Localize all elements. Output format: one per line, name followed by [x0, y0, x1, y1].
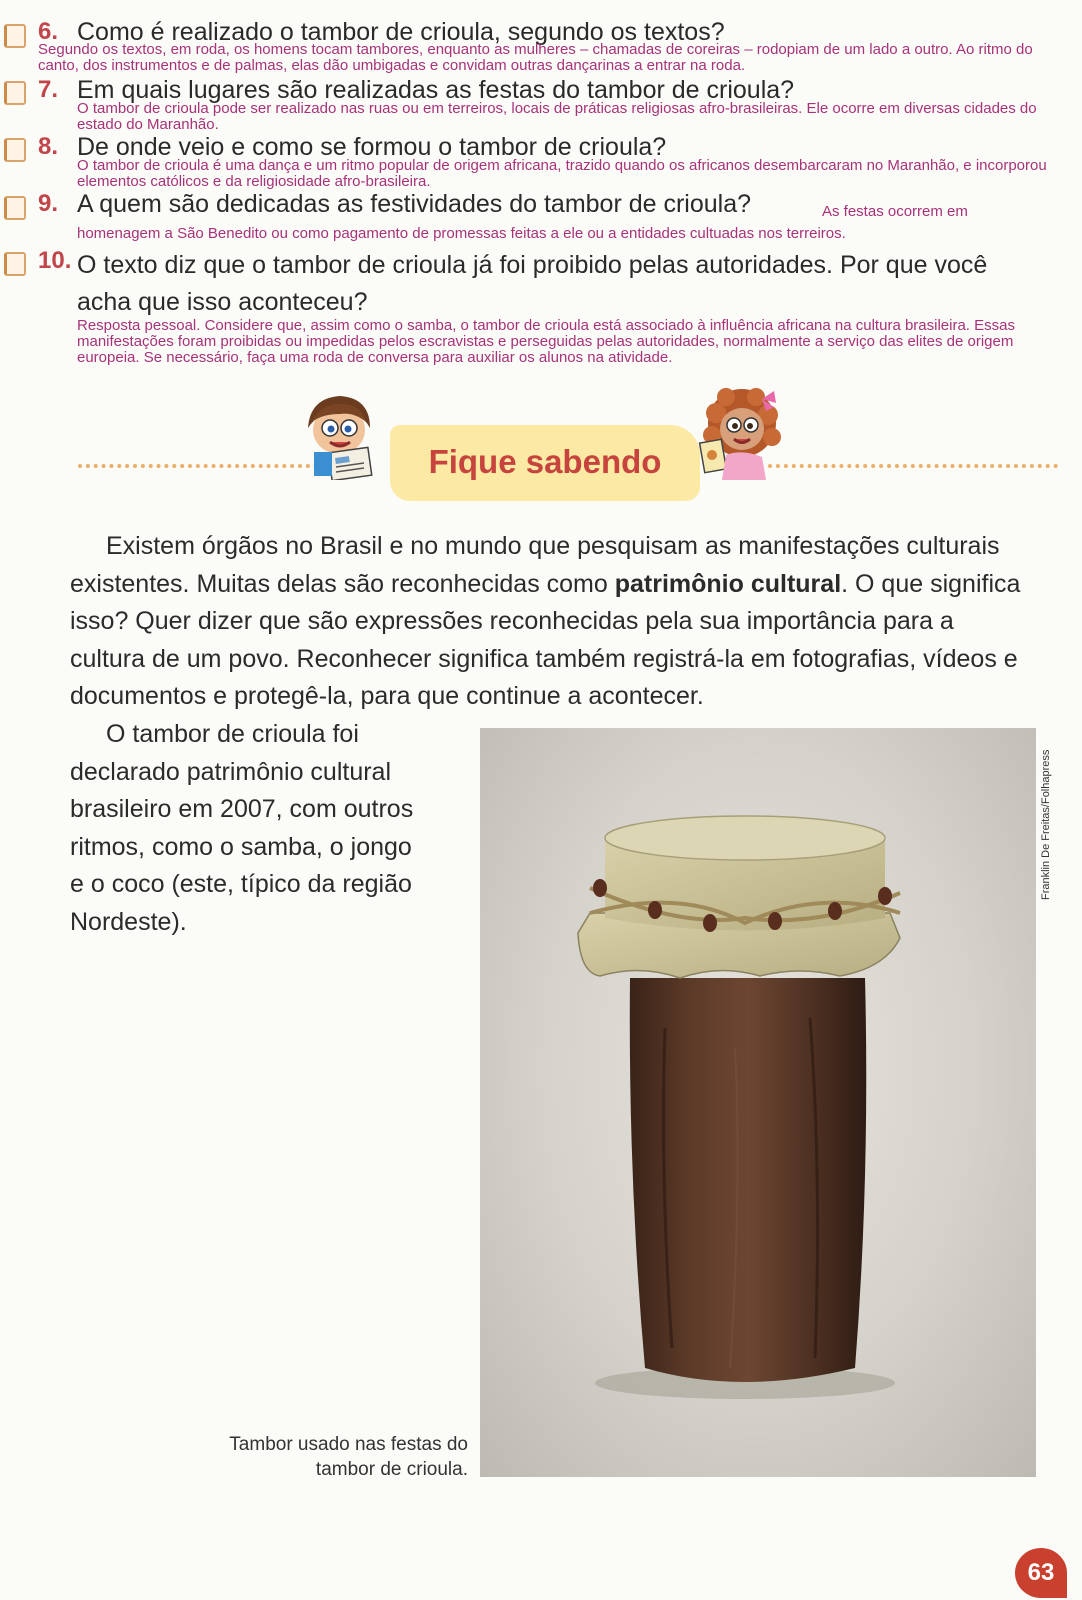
drum-illustration-icon	[480, 728, 1036, 1477]
question-number: 7.	[38, 76, 59, 103]
paragraph-text: Existem órgãos no Brasil e no mundo que pesquisam as manifestações culturais existentes. Muitas delas são reconhecidas como	[70, 532, 1000, 598]
question-number: 9.	[38, 190, 59, 217]
paragraph-patrimonio	[70, 528, 1030, 716]
girl-character-icon	[696, 385, 786, 480]
question-text-q10: O texto diz que o tambor de crioula já foi proibido pelas autoridades. Por que você acha que isso aconteceu?	[77, 251, 988, 316]
answer-q9: homenagem a São Benedito ou como pagamento de promessas feitas a ele ou a entidades cultuadas nos terreiros.	[77, 225, 846, 242]
answer-q8: O tambor de crioula é uma dança e um ritmo popular de origem africana, trazido quando os africanos desembarcaram no Maranhão, e incorporou elementos católicos e da religiosidade afro-brasileira.	[77, 157, 1047, 190]
answer-q6: Segundo os textos, em roda, os homens tocam tambores, enquanto as mulheres – chamadas de coreiras – rodopiam de um lado a outro. Ao ritmo do canto, dos instrumentos e de palmas, elas dão umbigadas e convidam outras dançarinas a entrar na roda.	[38, 41, 1033, 74]
photo-credit: Franklin De Freitas/Folhapress	[1040, 749, 1052, 900]
question-text-q7: Em quais lugares são realizadas as festas do tambor de crioula?	[77, 76, 795, 104]
question-number: 8.	[38, 133, 59, 160]
dotted-divider-right	[768, 464, 1058, 468]
checkbox-q10[interactable]	[4, 252, 26, 276]
section-title: Fique sabendo	[428, 443, 662, 480]
checkbox-q9[interactable]	[4, 196, 26, 220]
page-number: 63	[1015, 1548, 1067, 1598]
question-number: 6.	[38, 18, 59, 45]
question-text-q9: A quem são dedicadas as festividades do tambor de crioula?	[77, 190, 752, 218]
photo-caption: Tambor usado nas festas do tambor de crioula.	[229, 1434, 468, 1480]
answer-q9-inline: As festas ocorrem em	[822, 203, 968, 220]
checkbox-q7[interactable]	[4, 81, 26, 105]
dotted-divider-left	[78, 464, 318, 468]
answer-q10: Resposta pessoal. Considere que, assim como o samba, o tambor de crioula está associado à influência africana na cultura brasileira. Essas manifestações foram proibidas ou impedidas pelos escravistas e perseguidas pelas autoridades, normalmente a serviço das elites de origem europeia. Se necessário, faça uma roda de conversa para auxiliar os alunos na atividade.	[77, 317, 1015, 366]
checkbox-q6[interactable]	[4, 24, 26, 48]
bold-term: patrimônio cultural	[614, 569, 842, 598]
drum-photo	[480, 728, 1036, 1477]
paragraph-declaracao: O tambor de crioula foi declarado patrimônio cultural brasileiro em 2007, com outros ritmos, como o samba, o jongo e o coco (este, típico da região Nordeste).	[70, 720, 414, 936]
checkbox-q8[interactable]	[4, 138, 26, 162]
boy-character-icon	[300, 390, 390, 480]
question-number: 10.	[38, 247, 72, 274]
answer-q7: O tambor de crioula pode ser realizado nas ruas ou em terreiros, locais de práticas religiosas afro-brasileiras. Ele ocorre em diversas cidades do estado do Maranhão.	[77, 100, 1037, 133]
paragraph-text: . O que significa isso? Quer dizer que são expressões reconhecidas pela sua importância para a cultura de um povo. Reconhecer significa também registrá-la em fotografias, vídeos e documentos e protegê-la, para que continue a acontecer.	[70, 569, 1021, 710]
question-text-q6: Como é realizado o tambor de crioula, segundo os textos?	[77, 18, 725, 46]
question-text-q8: De onde veio e como se formou o tambor de crioula?	[77, 133, 667, 161]
